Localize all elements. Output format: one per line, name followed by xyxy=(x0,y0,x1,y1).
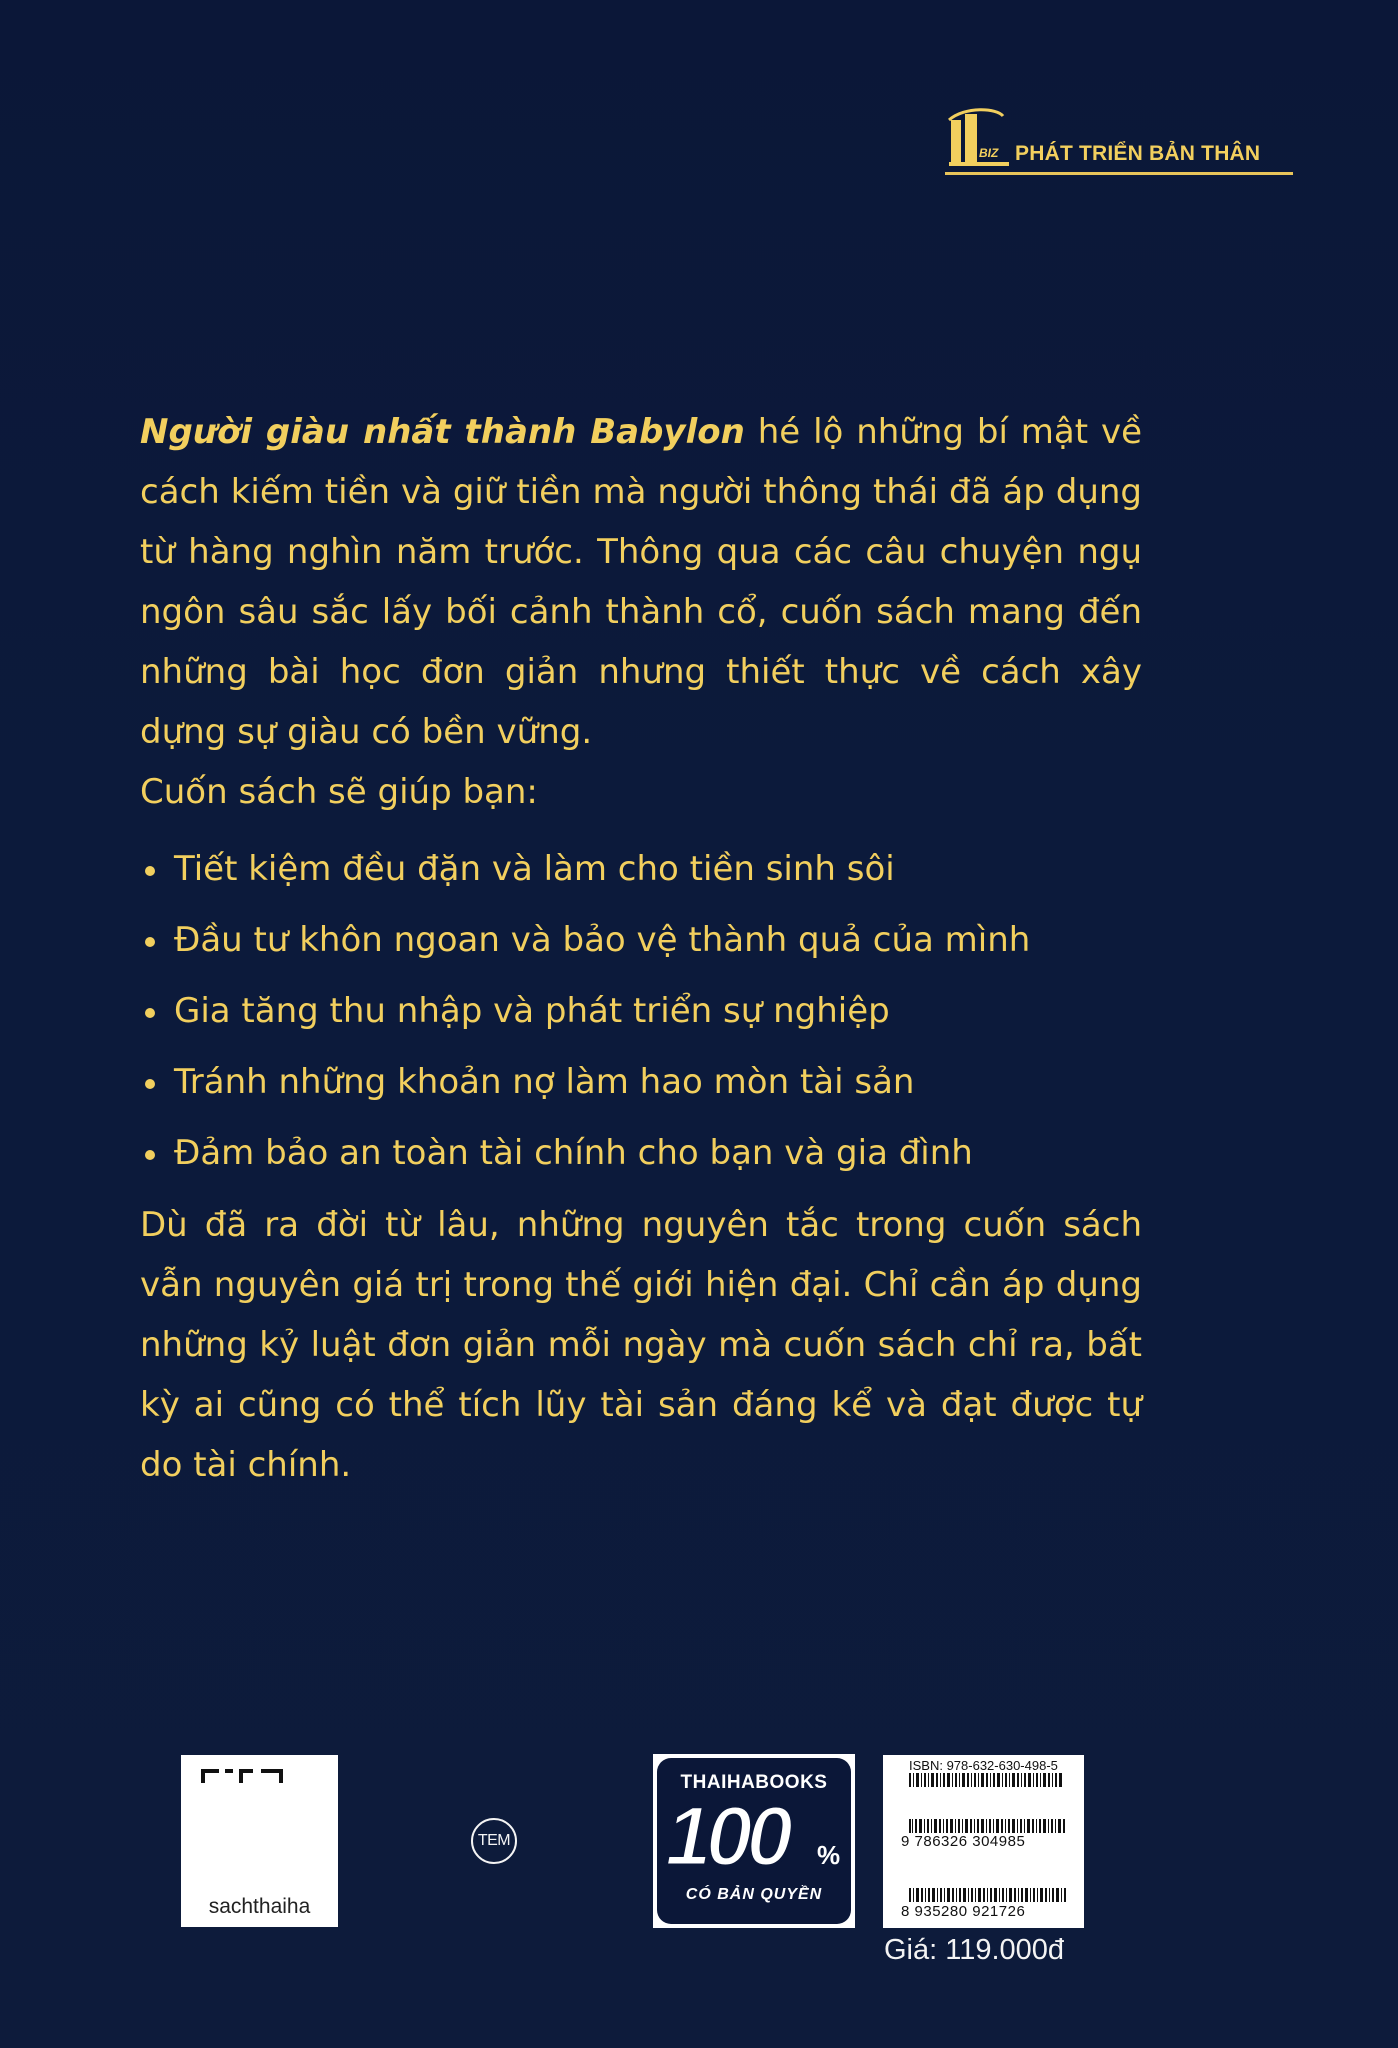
list-item: Tránh những khoản nợ làm hao mòn tài sản xyxy=(140,1047,1142,1118)
benefits-lead: Cuốn sách sẽ giúp bạn: xyxy=(140,772,538,812)
isbn-bars-icon xyxy=(909,1773,1069,1787)
copyright-badge-inner xyxy=(657,1758,851,1924)
qr-pattern-icon xyxy=(199,1769,299,1783)
copyright-brand: THAIHABOOKS xyxy=(680,1772,828,1793)
closing-paragraph: Dù đã ra đời từ lâu, những nguyên tắc trong cuốn sách vẫn nguyên giá trị trong thế giới hiện đại. Chỉ cần áp dụng những kỷ luật đơn giản mỗi ngày mà cuốn sách chỉ ra, bất kỳ ai cũng có thể tích lũy tài sản đáng kể và đạt được tự do tài chính. xyxy=(140,1205,1142,1485)
list-item: Tiết kiệm đều đặn và làm cho tiền sinh sôi xyxy=(140,834,1142,905)
benefits-list xyxy=(140,834,1142,1189)
barcode-number-2: 8 935280 921726 xyxy=(901,1903,1026,1920)
book-title: Người giàu nhất thành Babylon xyxy=(140,412,745,452)
barcode xyxy=(883,1755,1084,1928)
copyright-hundred: 100 xyxy=(665,1789,788,1883)
biz-logo-icon xyxy=(945,106,1013,172)
intro-text: hé lộ những bí mật về cách kiếm tiền và giữ tiền mà người thông thái đã áp dụng từ hàng nghìn năm trước. Thông qua các câu chuyện ngụ ngôn sâu sắc lấy bối cảnh thành cổ, cuốn sách mang đến những bài học đơn giản nhưng thiết thực về cách xây dựng sự giàu có bền vững. xyxy=(140,412,1142,752)
list-item: Đầu tư khôn ngoan và bảo vệ thành quả của mình xyxy=(140,905,1142,976)
qr-caption: sachthaiha xyxy=(208,1895,311,1918)
qr-code xyxy=(181,1755,338,1927)
copyright-subtitle: CÓ BẢN QUYỀN xyxy=(685,1886,823,1903)
tem-stamp: TEM xyxy=(471,1818,517,1864)
brand-underline xyxy=(945,172,1293,175)
barcode-bars-icon xyxy=(909,1888,1069,1902)
isbn-label: ISBN: 978-632-630-498-5 xyxy=(909,1758,1058,1773)
intro-paragraph xyxy=(140,402,1142,762)
copyright-percent: % xyxy=(817,1840,841,1870)
list-item: Gia tăng thu nhập và phát triển sự nghiệp xyxy=(140,976,1142,1047)
barcode-bars-icon xyxy=(909,1819,1069,1833)
price-label: Giá: 119.000đ xyxy=(884,1934,1065,1966)
barcode-number-1: 9 786326 304985 xyxy=(901,1833,1026,1850)
series-title: PHÁT TRIỂN BẢN THÂN xyxy=(1015,142,1261,165)
brand-mark-text: BIZ xyxy=(979,146,999,160)
copyright-badge xyxy=(653,1754,855,1928)
series-brand xyxy=(945,106,1295,176)
list-item: Đảm bảo an toàn tài chính cho bạn và gia đình xyxy=(140,1118,1142,1189)
blurb xyxy=(140,402,1142,1495)
